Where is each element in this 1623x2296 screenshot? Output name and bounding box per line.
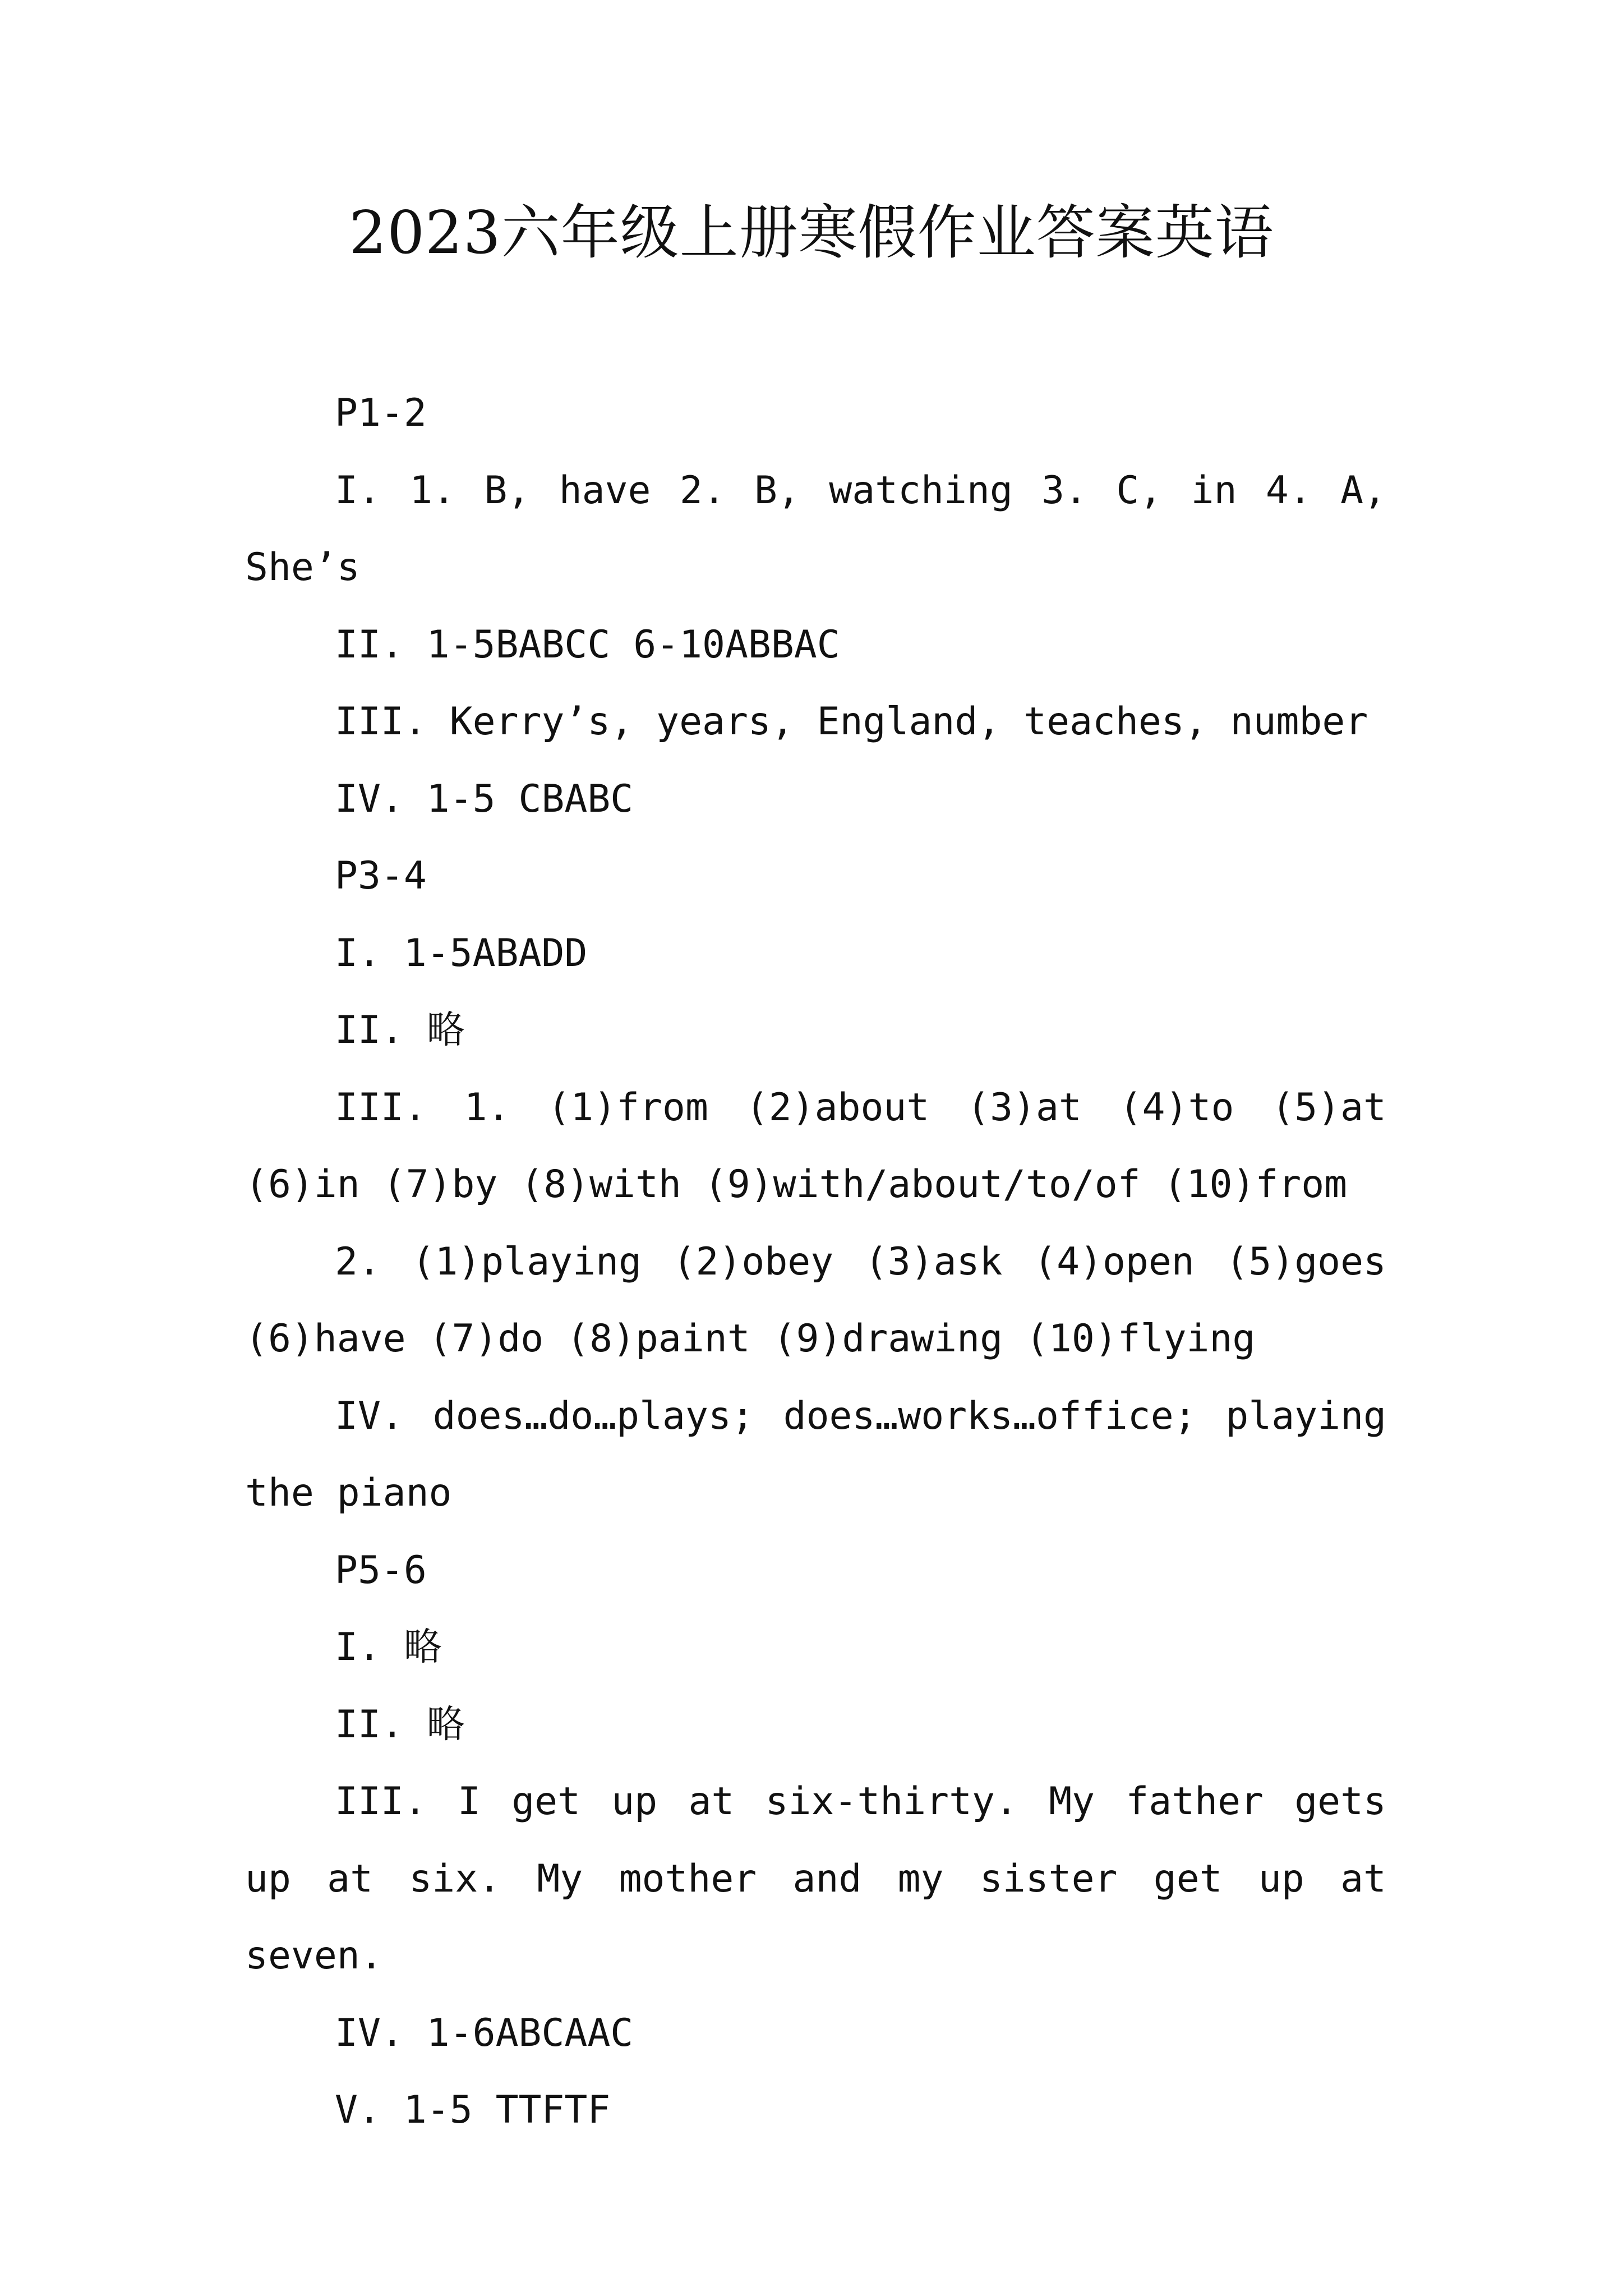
answer-line: I. 1-5ABADD [335, 931, 588, 976]
answer-line: V. 1-5 TTFTF [335, 2088, 611, 2132]
answer-line: II. 1-5BABCC 6-10ABBAC [335, 622, 840, 667]
section-heading-p1-2: P1-2 [335, 391, 427, 435]
answer-line: I. 1. B, have 2. B, watching 3. C, in 4. A, She’s [245, 468, 1386, 590]
answer-line: II. 略 [335, 1702, 465, 1747]
answer-line: IV. does…do…plays; does…works…office; playing the piano [245, 1393, 1386, 1515]
answer-line: I. 略 [335, 1625, 442, 1669]
answer-line: III. 1. (1)from (2)about (3)at (4)to (5)at (6)in (7)by (8)with (9)with/about/to/of (10)from [245, 1085, 1386, 1207]
section-heading-p5-6: P5-6 [335, 1548, 427, 1593]
answer-line: III. Kerry’s, years, England, teaches, number [335, 700, 1368, 744]
answer-body [245, 375, 1386, 2149]
section-heading-p3-4: P3-4 [335, 854, 427, 898]
document-title: 2023六年级上册寒假作业答案英语 [349, 199, 1274, 267]
answer-line: IV. 1-6ABCAAC [335, 2010, 634, 2055]
answer-line: IV. 1-5 CBABC [335, 776, 634, 821]
answer-line: III. I get up at six-thirty. My father gets up at six. My mother and my sister get up at seven. [245, 1779, 1386, 1978]
answer-line: II. 略 [335, 1008, 465, 1052]
answer-line: 2. (1)playing (2)obey (3)ask (4)open (5)goes (6)have (7)do (8)paint (9)drawing (10)flying [245, 1239, 1386, 1361]
